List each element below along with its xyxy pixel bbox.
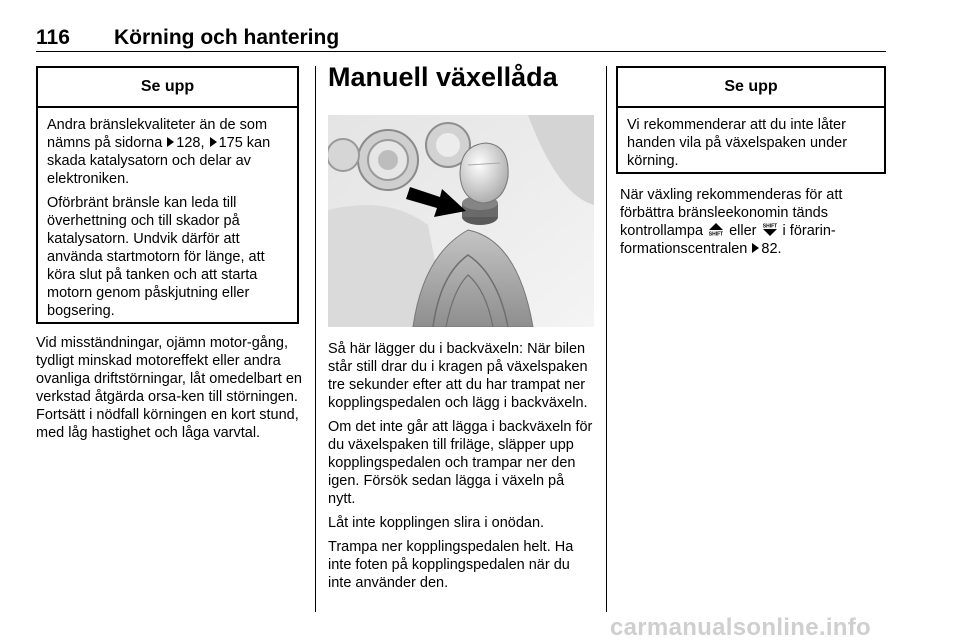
body-paragraph: Om det inte går att lägga i backväxeln för du växelspaken till friläge, släpper upp kopplingspedalen och trampar ner den igen. Försök sedan lägga i växeln på nytt. <box>328 419 593 507</box>
page-ref-arrow-icon <box>752 243 759 253</box>
page-ref-link[interactable]: 82. <box>761 241 782 257</box>
page-ref-arrow-icon <box>210 137 217 147</box>
gear-shift-reverse-illustration <box>328 115 594 327</box>
caution-paragraph <box>47 116 289 188</box>
body-text: i förarin-formationscentralen <box>620 223 836 257</box>
caution-text: Andra bränslekvaliteter än de som nämns på sidorna <box>47 117 268 151</box>
column-separator <box>606 66 607 612</box>
watermark: carmanualsonline.info <box>610 614 872 641</box>
body-paragraph <box>620 186 886 258</box>
body-text: eller <box>729 223 757 239</box>
misfire-paragraph <box>36 334 304 448</box>
page-ref-arrow-icon <box>167 137 174 147</box>
page-ref-link[interactable]: 128, <box>176 135 205 151</box>
svg-text:SHIFT: SHIFT <box>709 231 724 236</box>
body-paragraph: Vid misständningar, ojämn motor-gång, tydligt minskad motoreffekt eller andra ovanliga driftstörningar, låt omedelbart en verkstad åtgärda orsa-ken till störningen. Fortsätt i nödfall körningen en kort stund, med låg hastighet och låga varvtal. <box>36 335 302 441</box>
caution-paragraph: Vi rekommenderar att du inte låter handen vila på växelspaken under körning. <box>627 117 848 169</box>
page-number: 116 <box>36 26 70 49</box>
page-header <box>36 26 886 52</box>
caution-heading: Se upp <box>38 68 297 108</box>
caution-heading: Se upp <box>618 68 884 108</box>
caution-box-fuel <box>36 66 299 324</box>
body-paragraph: Låt inte kopplingen slira i onödan. <box>328 515 545 531</box>
body-text: När växling rekommenderas för att förbättra bränsleekonomin tänds kontrollampa <box>620 187 843 239</box>
caution-text: 175 kan skada katalysatorn och delar av elektroniken. <box>47 135 271 187</box>
body-paragraph: Trampa ner kopplingspedalen helt. Ha inte foten på kopplingspedalen när du inte använder den. <box>328 539 574 591</box>
reverse-gear-text <box>328 340 594 598</box>
caution-paragraph: Oförbränt bränsle kan leda till överhettning och till skador på katalysatorn. Undvik därför att använda startmotorn för länge, att köra slut på tanken och att starta motorn genom påskjutning eller bogsering. <box>47 195 265 319</box>
shift-down-lamp-icon <box>763 223 777 236</box>
chapter-heading: Manuell växellåda <box>328 62 558 92</box>
column-separator <box>315 66 316 612</box>
svg-text:SHIFT: SHIFT <box>762 223 777 230</box>
caution-body <box>38 108 297 326</box>
body-paragraph: Så här lägger du i backväxeln: När bilen står still drar du i kragen på växelspaken tre sekunder efter att du har trampat ner kopplingspedalen och lägg i backväxeln. <box>328 341 588 411</box>
header-rule <box>36 51 886 52</box>
caution-body <box>618 108 884 176</box>
shift-up-lamp-icon <box>709 223 723 236</box>
caution-box-gear-lever <box>616 66 886 174</box>
shift-indicator-text <box>620 186 886 264</box>
section-title: Körning och hantering <box>114 26 340 49</box>
